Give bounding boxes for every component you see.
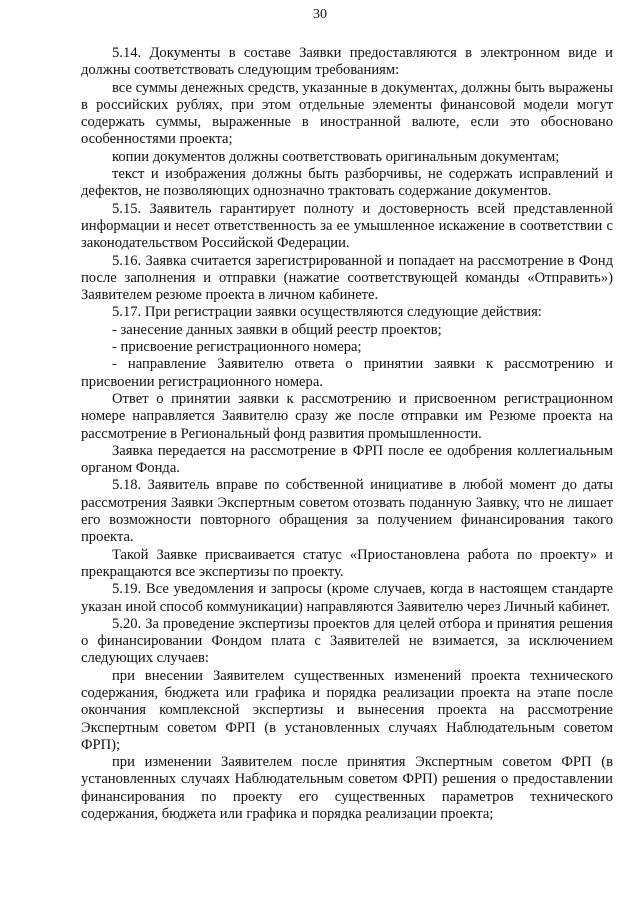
paragraph-requirement-copies: копии документов должны соответствовать оригинальным документам; (112, 148, 560, 165)
list-item-number: - присвоение регистрационного номера; (112, 339, 362, 356)
paragraph-transfer: Заявка передается на рассмотрение в ФРП после ее одобрения коллегиальным органом Фонда. (81, 442, 613, 477)
paragraph-5-18: 5.18. Заявитель вправе по собственной инициативе в любой момент до даты рассмотрения Заявки Экспертным советом отозвать поданную Заявку, что не лишает его возможности повторного обращения за получением финансирования такого проекта. (81, 477, 613, 546)
paragraph-5-16: 5.16. Заявка считается зарегистрированной и попадает на рассмотрение в Фонд после заполнения и отправки (нажатие соответствующей команды «Отправить») Заявителем резюме проекта в личном кабинете. (81, 252, 613, 304)
paragraph-case-before-decision: при внесении Заявителем существенных изменений проекта технического содержания, бюджета или графика и порядка реализации проекта на этапе после окончания комплексной экспертизы и вынесения проекта на рассмотрение Экспертным советом ФРП (в установленных случаях Наблюдательным советом ФРП); (81, 667, 613, 753)
paragraph-5-15: 5.15. Заявитель гарантирует полноту и достоверность всей представленной информации и несет ответственность за ее умышленное искажение в соответствии с законодательством Российской Федерации. (81, 200, 613, 252)
paragraph-5-19: 5.19. Все уведомления и запросы (кроме случаев, когда в настоящем стандарте указан иной способ коммуникации) направляются Заявителю через Личный кабинет. (81, 581, 613, 615)
paragraph-status: Такой Заявке присваивается статус «Приостановлена работа по проекту» и прекращаются все экспертизы по проекту. (81, 546, 613, 580)
paragraph-5-14: 5.14. Документы в составе Заявки предоставляются в электронном виде и должны соответствовать следующим требованиям: (81, 45, 613, 79)
paragraph-case-after-decision: при изменении Заявителем после принятия Экспертным советом ФРП (в установленных случаях Наблюдательным советом ФРП) решения о предоставлении финансирования по проекту его существенных параметров технического содержания, бюджета или графика и порядка реализации проекта; (81, 754, 613, 823)
paragraph-5-17: 5.17. При регистрации заявки осуществляются следующие действия: (112, 304, 542, 321)
paragraph-response: Ответ о принятии заявки к рассмотрению и присвоенном регистрационном номере направляется Заявителю сразу же после отправки им Резюме проекта на рассмотрение в Региональный фонд развития промышленности. (81, 390, 613, 442)
paragraph-5-20: 5.20. За проведение экспертизы проектов для целей отбора и принятия решения о финансировании Фондом плата с Заявителей не взимается, за исключением следующих случаев: (81, 615, 613, 667)
document-body (81, 45, 613, 823)
page-number: 30 (313, 7, 327, 22)
list-item-response: - направление Заявителю ответа о принятии заявки к рассмотрению и присвоении регистрационного номера. (81, 356, 613, 390)
paragraph-requirement-amounts: все суммы денежных средств, указанные в документах, должны быть выражены в российских рублях, при этом отдельные элементы финансовой модели могут содержать суммы, выраженные в иностранной валюте, если это обосновано особенностями проекта; (81, 79, 613, 148)
list-item-registry: - занесение данных заявки в общий реестр проектов; (112, 321, 442, 338)
paragraph-requirement-legibility: текст и изображения должны быть разборчивы, не содержать исправлений и дефектов, не позволяющих однозначно трактовать содержание документов. (81, 166, 613, 200)
